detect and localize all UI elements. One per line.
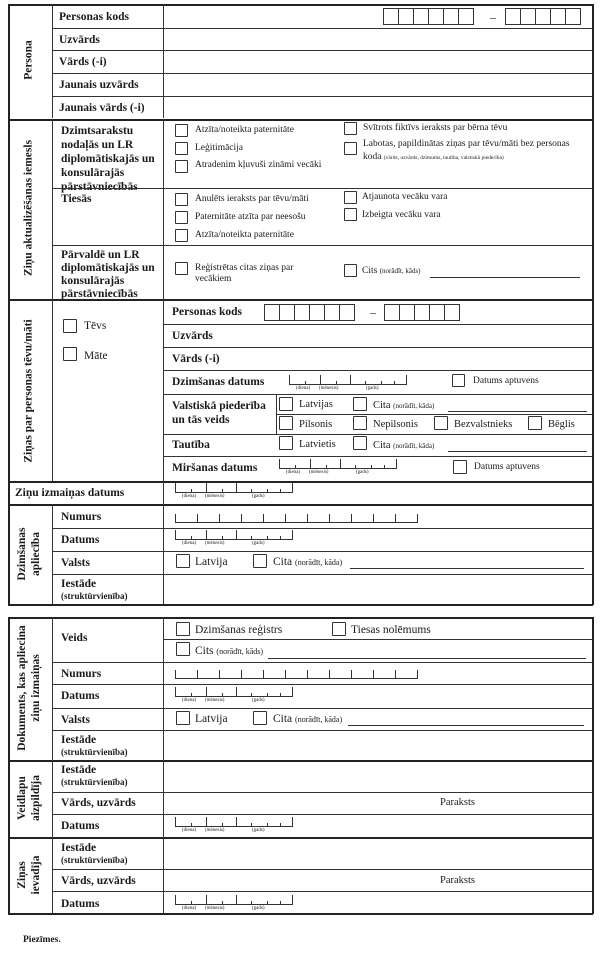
option-label: Cita (norādīt, kāda) [273,713,343,725]
divider [52,684,592,685]
bc-date-input[interactable]: (diena) (mēnesis) (gads) [175,528,293,544]
new-surname-input[interactable] [164,74,591,95]
bc-date-label: Datums [61,534,100,546]
checkbox-paternity-not-existing[interactable] [175,211,188,224]
option-label: Latvija [195,713,228,725]
divider [163,481,164,504]
option-label: Nepilsonis [373,419,418,430]
divider [52,528,592,529]
checkbox-citizenship-latvian[interactable] [279,397,293,411]
option-label: Paternitāte atzīta par neesošu [195,212,306,222]
option-label: Dzimšanas reģistrs [195,624,283,636]
checkbox-parental-rights-terminated[interactable] [344,208,357,221]
entry-date-label: Datums [61,898,100,910]
option-label: Izbeigta vecāku vara [362,210,441,220]
option-label: Cita (norādīt, kāda) [273,556,343,568]
parent-code-part2-input[interactable] [384,304,460,321]
option-label: Cita (norādīt, kāda) [373,400,435,411]
divider [52,245,592,246]
divider [52,814,592,815]
divider [52,662,592,663]
divider [276,414,592,415]
option-label: Bēglis [548,419,575,430]
doc-number-input[interactable] [175,667,418,679]
checkbox-nationality-latvian[interactable] [279,436,293,450]
filler-signature-label: Paraksts [440,797,475,808]
option-label: Leģitimācija [195,143,244,153]
option-label: Reģistrētas citas ziņas par [195,263,294,273]
option-label: vecākiem [195,274,232,284]
filler-institution-label: Iestāde (struktūrvienība) [61,764,128,787]
other-document-input[interactable] [268,658,586,659]
filler-name-label: Vārds, uzvārds [61,797,136,809]
option-label: Atzīta/noteikta paternitāte [195,125,294,135]
divider [163,434,592,435]
persona-section-label: Persona [22,40,35,80]
table1-right-border [592,4,594,605]
father-label: Tēvs [84,320,107,332]
data-entry-label: Ziņas ievadīja [16,855,42,895]
death-date-label: Miršanas datums [172,462,258,474]
checkbox-paternity-established[interactable] [175,229,188,242]
checkbox-parental-rights-restored[interactable] [344,191,357,204]
bc-institution-input[interactable] [164,575,591,603]
divider [52,119,53,299]
option-label: Cits (norādīt, kāds) [195,645,264,657]
surname-label: Uzvārds [59,34,100,46]
registry-offices-label: Dzimtsarakstu nodaļās un LR diplomātiskajās un konsulārajās pārstāvniecībās [61,125,155,193]
checkbox-father[interactable] [63,319,77,333]
reason-section-label: Ziņu aktualizēšanas iemesls [22,139,35,277]
checkbox-type-citizen[interactable] [279,416,293,430]
option-label: Cits (norādīt, kāds) [362,266,421,276]
parent-code-part1-input[interactable] [264,304,355,321]
checkbox-doc-latvia[interactable] [176,711,190,725]
bc-number-input[interactable] [175,511,418,523]
option-label: Datums aptuvens [474,462,540,472]
option-label: Atradenim kļuvuši zināmi vecāki [195,160,322,170]
table2-top-border [8,617,593,619]
document-section-label: Dokuments, kas apliecina ziņu izmaiņas [16,625,42,751]
doc-country-label: Valsts [61,714,90,726]
doc-date-label: Datums [61,690,100,702]
notes-input[interactable] [80,928,590,950]
section-divider [8,481,593,483]
table2-left-border [8,617,10,914]
checkbox-other-document[interactable] [176,642,190,656]
option-label: Cita (norādīt, kāda) [373,440,435,451]
section-divider [8,119,593,121]
parent-birth-date-input[interactable]: (diena) (mēnesis) (gads) [289,373,407,389]
divider [163,119,164,299]
form-filler-label: Veidlapu aizpildīja [16,774,42,822]
option-label: Latvija [195,556,228,568]
bc-institution-label: Iestāde (struktūrvienība) [61,578,128,601]
personal-code-part1-input[interactable] [383,8,474,25]
section-divider [8,504,593,506]
checkbox-other-reason[interactable] [344,264,357,277]
checkbox-paternity-acknowledged[interactable] [175,124,188,137]
birth-certificate-label: Dzimšanas apliecība [16,527,42,581]
nationality-other-input[interactable] [448,451,587,452]
divider [52,4,53,118]
entry-name-label: Vārds, uzvārds [61,875,136,887]
checkbox-other-parent-info-registered[interactable] [175,262,188,275]
parent-code-label: Personas kods [172,306,242,318]
notes-label: Piezīmes. [23,935,61,945]
divider [163,394,592,395]
checkbox-annulled-record[interactable] [175,193,188,206]
name-label: Vārds (-i) [59,56,107,68]
divider [52,708,592,709]
checkbox-nationality-other[interactable] [353,436,367,450]
courts-label: Tiesās [61,193,92,205]
checkbox-type-stateless[interactable] [434,416,448,430]
divider [52,551,592,552]
new-name-input[interactable] [164,97,591,118]
table1-bottom-border [8,604,593,606]
filler-date-input[interactable]: (diena) (mēnesis) (gads) [175,815,293,831]
table1-top-border [8,4,593,6]
citizenship-label: Valstiskā piederība un tās veids [172,400,266,426]
bc-number-label: Numurs [61,511,102,523]
entry-signature-label: Paraksts [440,875,475,886]
nationality-label: Tautība [172,439,210,451]
name-input[interactable] [164,51,591,72]
checkbox-type-refugee[interactable] [528,416,542,430]
other-reason-input[interactable] [430,277,580,278]
checkbox-corrected-parent-info[interactable] [344,142,357,155]
doc-other-country-input[interactable] [348,725,584,726]
entry-name-input[interactable] [164,870,434,891]
divider [52,891,592,892]
personal-code-label: Personas kods [59,11,129,23]
divider [52,760,53,837]
divider [52,188,592,189]
option-label: Datums aptuvens [473,376,539,386]
checkbox-court-decision[interactable] [332,622,346,636]
checkbox-fictitious-record-removed[interactable] [344,122,357,135]
doc-type-label: Veids [61,632,88,644]
divider [163,370,592,371]
citizenship-other-input[interactable] [448,411,587,412]
doc-institution-input[interactable] [164,731,591,759]
option-label: Latvietis [299,439,336,450]
option-label: Bezvalstnieks [454,419,513,430]
change-date-input[interactable]: (diena) (mēnesis) (gads) [175,481,293,497]
divider [163,299,164,481]
divider [52,617,53,760]
option-label: Atjaunota vecāku vara [362,192,448,202]
parent-surname-label: Uzvārds [172,330,213,342]
parent-name-label: Vārds (-i) [172,353,220,365]
option-label: Svītrots fiktīvs ieraksts par bērna tēvu [363,123,508,133]
divider [52,504,53,604]
mother-label: Māte [84,350,108,362]
divider [52,837,53,914]
checkbox-birth-register[interactable] [176,622,190,636]
code-separator: – [370,305,376,319]
option-label: Latvijas [299,399,333,410]
new-name-label: Jaunais vārds (-i) [59,102,145,114]
section-divider [8,299,593,301]
parent-name-input[interactable] [270,348,590,369]
parent-section-label: Ziņas par personas tēvu/māti [22,319,35,463]
doc-institution-label: Iestāde (struktūrvienība) [61,734,128,757]
checkbox-type-noncitizen[interactable] [353,416,367,430]
option-label: Tiesas nolēmums [351,624,431,636]
option-label: Labotas, papildinātas ziņas par tēvu/māti bez personas [363,139,570,149]
personal-code-part2-input[interactable] [505,8,581,25]
checkbox-legitimation[interactable] [175,142,188,155]
checkbox-foundling-parents-known[interactable] [175,160,188,173]
death-date-input[interactable]: (diena) (mēnesis) (gads) [279,457,397,473]
option-label: Atzīta/noteikta paternitāte [195,230,294,240]
filler-date-label: Datums [61,820,100,832]
doc-date-input[interactable]: (diena) (mēnesis) (gads) [175,685,293,701]
option-label: Anulēts ieraksts par tēvu/māti [195,194,309,204]
option-label: Pilsonis [299,419,333,430]
filler-institution-input[interactable] [164,761,591,791]
surname-input[interactable] [164,29,591,49]
bc-country-label: Valsts [61,557,90,569]
code-separator: – [490,10,496,24]
checkbox-citizenship-other[interactable] [353,397,367,411]
option-label: koda (vārds, uzvārds, dzimums, tautība, valstiskā piederība) [363,152,504,162]
checkbox-bc-other-country[interactable] [253,554,267,568]
doc-number-label: Numurs [61,668,102,680]
bc-other-country-input[interactable] [350,568,584,569]
checkbox-mother[interactable] [63,347,77,361]
checkbox-birth-date-approx[interactable] [452,374,465,387]
administration-label: Pārvaldē un LR diplomātiskajās un konsulārajās pārstāvniecībās [61,249,155,300]
divider [52,299,53,481]
table2-right-border [592,617,594,914]
table1-left-border [8,4,10,605]
new-surname-label: Jaunais uzvārds [59,79,139,91]
checkbox-death-date-approx[interactable] [453,460,467,474]
checkbox-bc-latvia[interactable] [176,554,190,568]
entry-institution-label: Iestāde (struktūrvienība) [61,842,128,865]
entry-date-input[interactable]: (diena) (mēnesis) (gads) [175,893,293,909]
checkbox-doc-other-country[interactable] [253,711,267,725]
change-date-label: Ziņu izmaiņas datums [15,487,125,499]
table2-bottom-border [8,913,593,915]
parent-birth-date-label: Dzimšanas datums [172,376,265,388]
parent-surname-input[interactable] [270,325,590,346]
filler-name-input[interactable] [164,793,434,814]
divider [163,639,592,640]
entry-institution-input[interactable] [164,838,591,868]
